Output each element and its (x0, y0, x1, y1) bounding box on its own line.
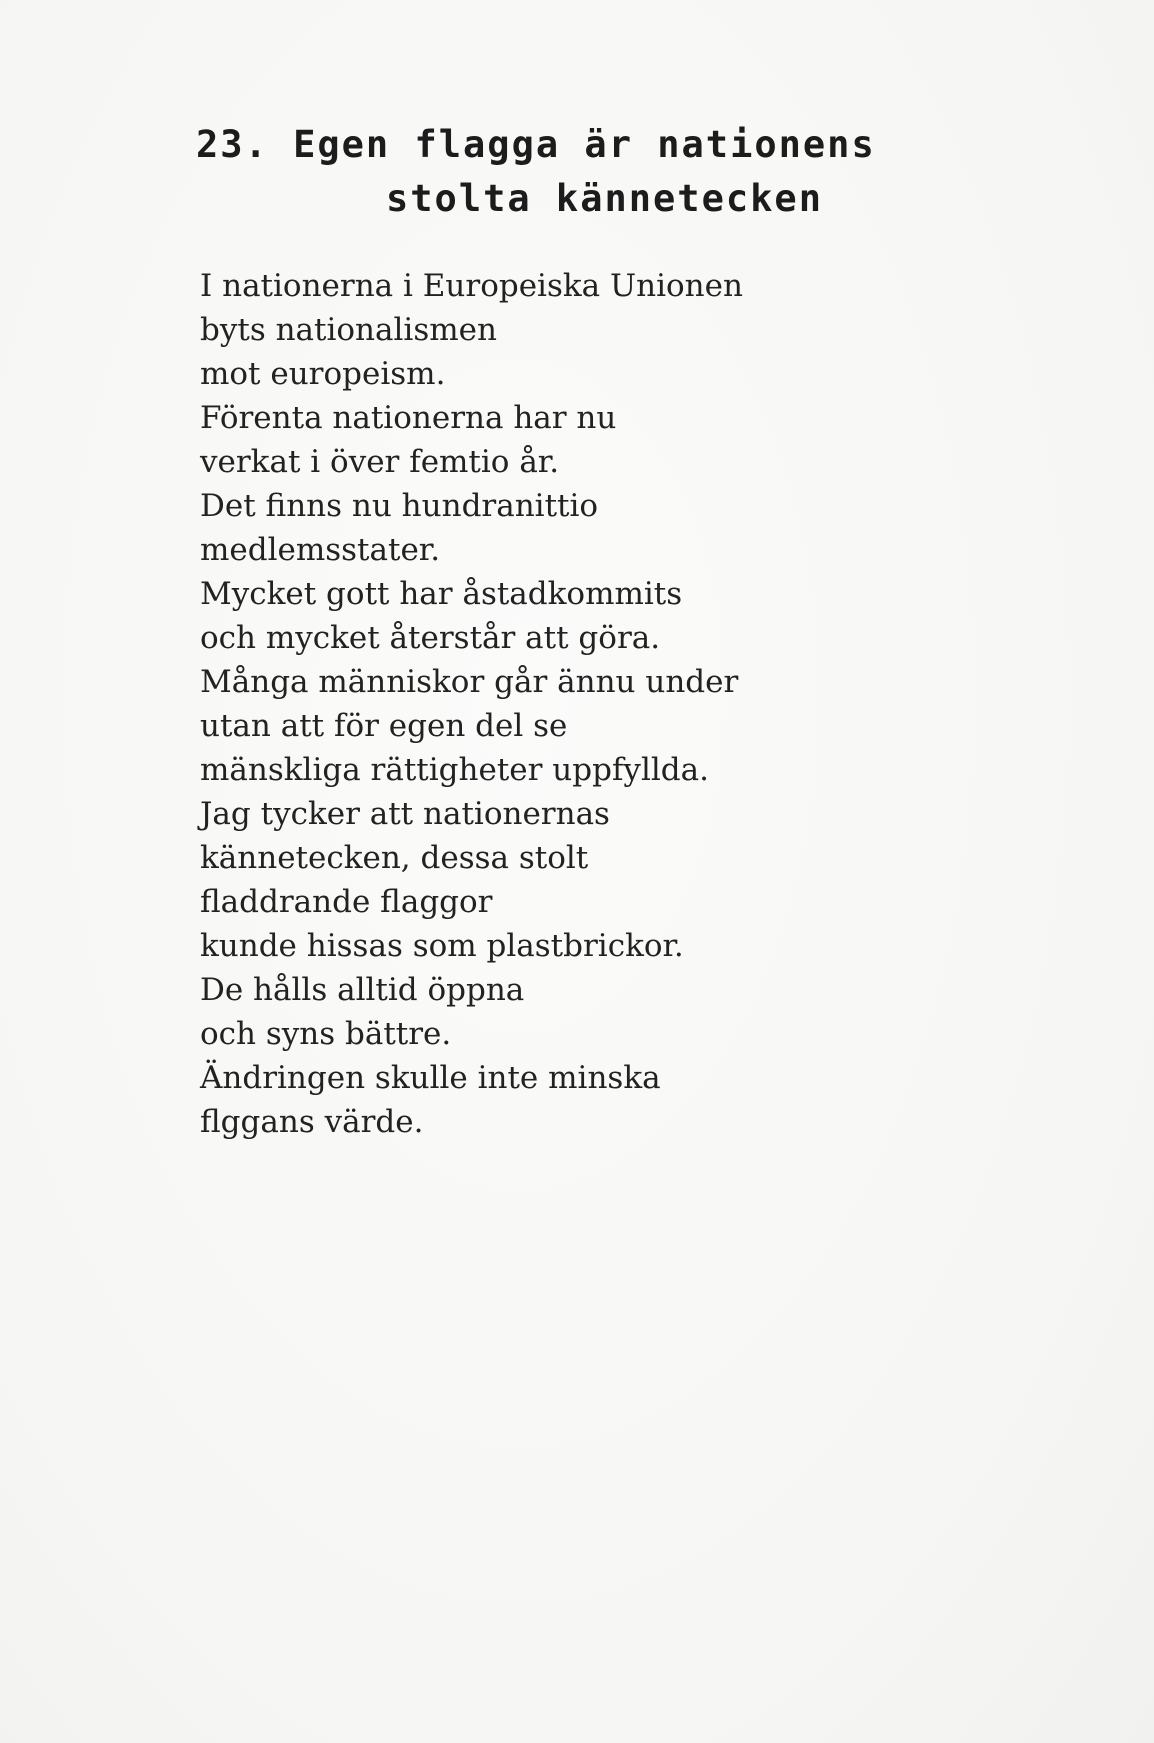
poem-line: Mycket gott har åstadkommits (200, 576, 683, 612)
title-line-1: 23. Egen flagga är nationens (196, 123, 876, 166)
poem-line: flggans värde. (200, 1104, 424, 1140)
poem-line: och mycket återstår att göra. (200, 620, 661, 656)
poem-line: mot europeism. (200, 356, 446, 392)
title-line-2: stolta kännetecken (386, 177, 823, 220)
poem-line: fladdrande flaggor (200, 884, 493, 920)
poem-line: Det finns nu hundranittio (200, 488, 599, 524)
poem-line: Många människor går ännu under (200, 664, 739, 700)
poem-line: och syns bättre. (200, 1016, 452, 1052)
poem-line: mänskliga rättigheter uppfyllda. (200, 752, 709, 788)
poem-line: medlemsstater. (200, 532, 441, 568)
poem-text (200, 264, 1020, 1144)
poem-line: verkat i över femtio år. (200, 444, 560, 480)
poem-line: utan att för egen del se (200, 708, 568, 744)
poem-line: De hålls alltid öppna (200, 972, 525, 1008)
poem-line: I nationerna i Europeiska Unionen (200, 268, 743, 304)
poem-line: kännetecken, dessa stolt (200, 840, 589, 876)
poem-line: Förenta nationerna har nu (200, 400, 617, 436)
poem-line: Ändringen skulle inte minska (200, 1060, 661, 1096)
poem-line: Jag tycker att nationernas (200, 796, 610, 832)
poem-line: kunde hissas som plastbrickor. (200, 928, 684, 964)
page-title (196, 118, 916, 226)
poem-line: byts nationalismen (200, 312, 497, 348)
